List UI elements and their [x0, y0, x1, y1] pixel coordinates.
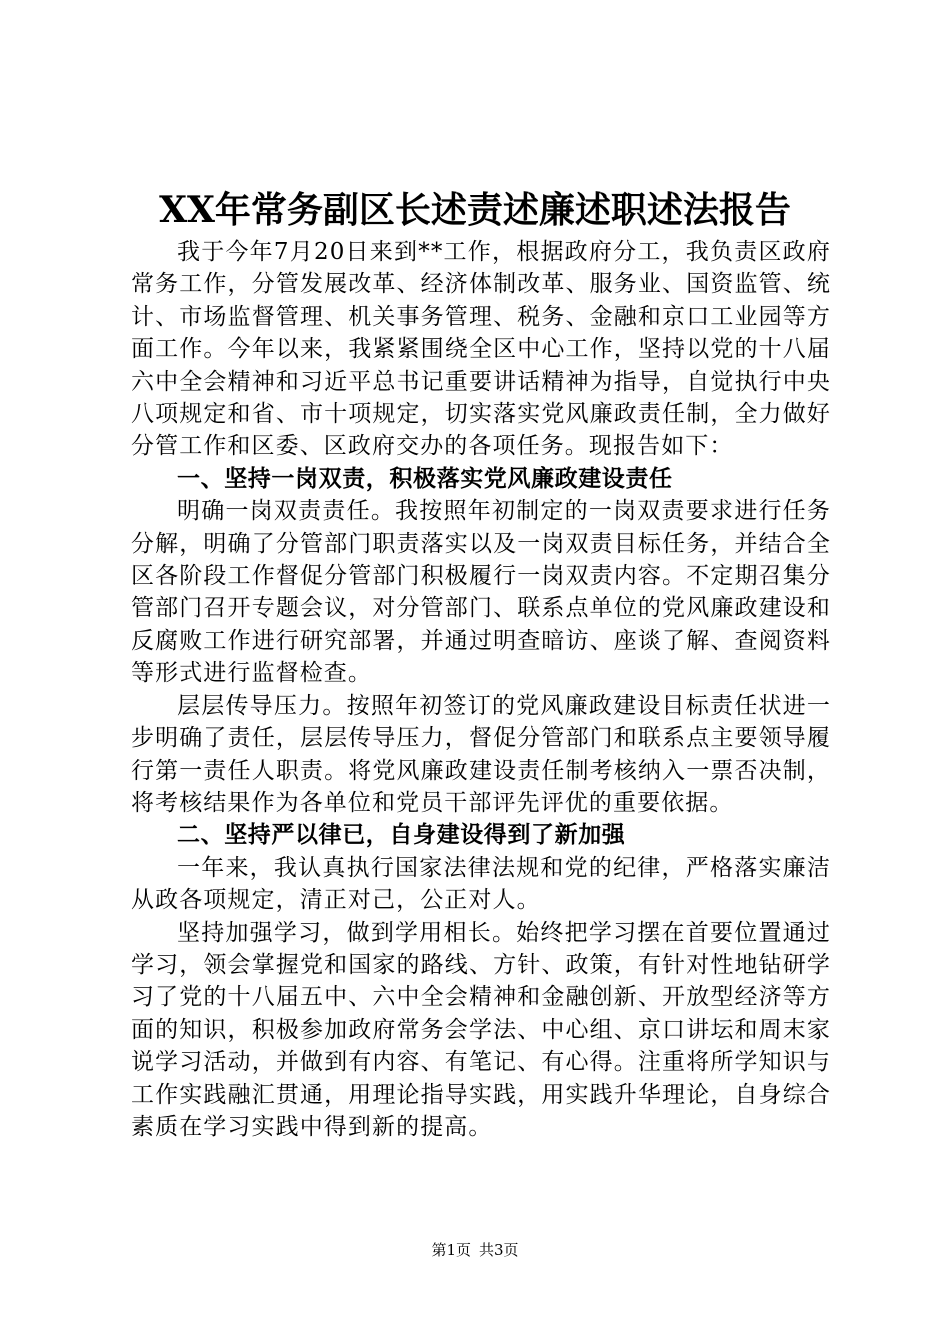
- paragraph-intro: 我于今年7月20日来到**工作，根据政府分工，我负责区政府常务工作，分管发展改革、经济体制改革、服务业、国资监管、统计、市场监督管理、机关事务管理、税务、金融和京口工业园等方面工作。今年以来，我紧紧围绕全区中心工作，坚持以党的十八届六中全会精神和习近平总书记重要讲话精神为指导，自觉执行中央八项规定和省、市十项规定，切实落实党风廉政责任制，全力做好分管工作和区委、区政府交办的各项任务。现报告如下：: [131, 239, 831, 460]
- section-heading-1: 一、坚持一岗双责，积极落实党风廉政建设责任: [177, 465, 673, 492]
- paragraph-discipline: 一年来，我认真执行国家法律法规和党的纪律，严格落实廉洁从政各项规定，清正对己，公正对人。: [131, 854, 831, 914]
- page-total: 共3页: [479, 1241, 519, 1259]
- paragraph-pressure: 层层传导压力。按照年初签订的党风廉政建设目标责任状进一步明确了责任，层层传导压力，督促分管部门和联系点主要领导履行第一责任人职责。将党风廉政建设责任制考核纳入一票否决制，将考核结果作为各单位和党员干部评先评优的重要依据。: [131, 692, 831, 816]
- document-body: [131, 236, 831, 1143]
- paragraph-study: 坚持加强学习，做到学用相长。始终把学习摆在首要位置通过学习，领会掌握党和国家的路线、方针、政策，有针对性地钻研学习了党的十八届五中、六中全会精神和金融创新、开放型经济等方面的知识，积极参加政府常务会学法、中心组、京口讲坛和周末家说学习活动，并做到有内容、有笔记、有心得。注重将所学知识与工作实践融汇贯通，用理论指导实践，用实践升华理论，自身综合素质在学习实践中得到新的提高。: [131, 919, 831, 1140]
- page-number: 第1页: [431, 1241, 471, 1259]
- document-title: XX年常务副区长述责述廉述职述法报告: [159, 189, 791, 231]
- section-heading-2: 二、坚持严以律已，自身建设得到了新加强: [177, 822, 626, 849]
- paragraph-responsibility: 明确一岗双责责任。我按照年初制定的一岗双责要求进行任务分解，明确了分管部门职责落实以及一岗双责目标任务，并结合全区各阶段工作督促分管部门积极履行一岗双责内容。不定期召集分管部门召开专题会议，对分管部门、联系点单位的党风廉政建设和反腐败工作进行研究部署，并通过明查暗访、座谈了解、查阅资料等形式进行监督检查。: [131, 498, 831, 687]
- page-footer: [0, 1240, 950, 1260]
